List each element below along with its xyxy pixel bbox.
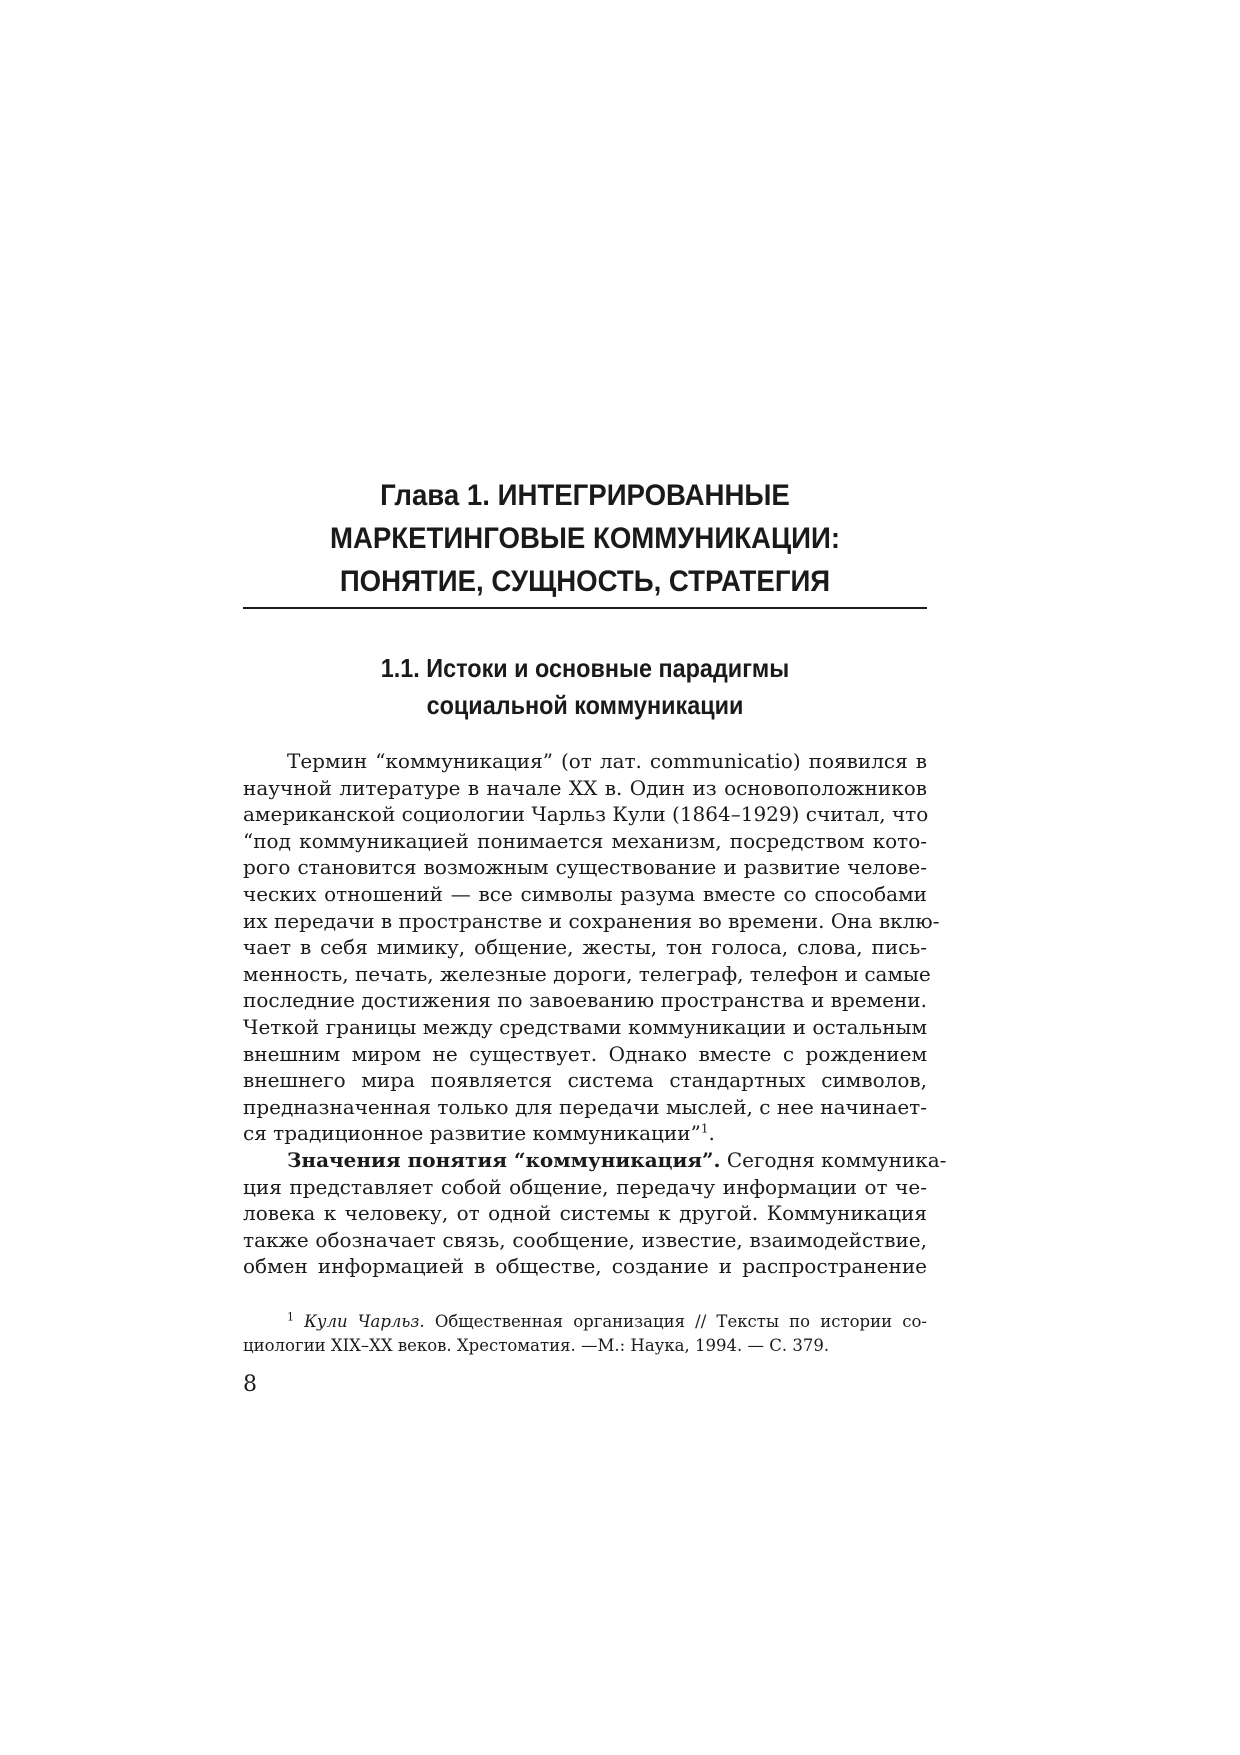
text-line: научной литературе в начале XX в. Один из основоположников <box>243 775 927 800</box>
text-line: внешнего мира появляется система стандартных символов, <box>243 1068 927 1093</box>
section-title-line: социальной коммуникации <box>426 690 744 720</box>
paragraph-1 <box>243 748 940 1147</box>
section-title <box>277 650 893 724</box>
footnote-author: Кули Чарльз. <box>304 1312 425 1331</box>
text-line: ческих отношений — все символы разума вместе со способами <box>243 881 927 906</box>
paragraph-lead-heading: Значения понятия “коммуникация”. <box>287 1147 721 1172</box>
chapter-title <box>270 474 899 603</box>
text-line: их передачи в пространстве и сохранения во времени. Она вклю- <box>243 908 940 933</box>
footnote-reference[interactable]: 1 <box>700 1121 709 1136</box>
text-line-content: Сегодня коммуника- <box>720 1147 947 1172</box>
text-line: внешним миром не существует. Однако вместе с рождением <box>243 1041 927 1066</box>
text-line: рого становится возможным существование и развитие челове- <box>243 855 927 880</box>
text-line: ция представляет собой общение, передачу информации от че- <box>243 1174 927 1199</box>
text-line <box>243 1147 947 1174</box>
chapter-divider <box>243 607 927 609</box>
footnote-line: циологии XIX–XX веков. Хрестоматия. —М.: Наука, 1994. — С. 379. <box>243 1336 830 1355</box>
text-line: ся традиционное развитие коммуникации”$^1$. <box>243 1121 715 1146</box>
chapter-title-line: Глава 1. ИНТЕГРИРОВАННЫЕ <box>380 479 790 512</box>
chapter-title-line: МАРКЕТИНГОВЫЕ КОММУНИКАЦИИ: <box>329 522 841 555</box>
chapter-title-line: ПОНЯТИЕ, СУЩНОСТЬ, СТРАТЕГИЯ <box>339 565 831 598</box>
body-text <box>243 748 947 1280</box>
text-line: “под коммуникацией понимается механизм, посредством кото- <box>243 828 927 853</box>
text-line: менность, печать, железные дороги, телеграф, телефон и самые <box>243 961 931 986</box>
section-title-line: 1.1. Истоки и основные парадигмы <box>380 653 790 683</box>
text-line: обмен информацией в обществе, создание и распространение <box>243 1254 927 1279</box>
text-line: также обозначает связь, сообщение, известие, взаимодействие, <box>243 1227 927 1252</box>
footnote-line <box>243 1310 927 1334</box>
text-line: ловека к человеку, от одной системы к другой. Коммуникация <box>243 1201 927 1226</box>
footnote-text: Общественная организация // Тексты по истории со- <box>424 1312 928 1331</box>
text-line: чает в себя мимику, общение, жесты, тон голоса, слова, пись- <box>243 935 927 960</box>
text-line: предназначенная только для передачи мыслей, с нее начинает- <box>243 1094 927 1119</box>
text-line-content: ся традиционное развитие коммуникации” <box>243 1121 701 1146</box>
text-line: Термин “коммуникация” (от лат. communicatio) появился в <box>287 749 927 773</box>
footnote-number: 1 <box>287 1310 294 1324</box>
text-line: американской социологии Чарльз Кули (1864–1929) считал, что <box>243 802 929 827</box>
page-number: 8 <box>243 1372 257 1397</box>
text-line: Четкой границы между средствами коммуникации и остальным <box>243 1014 927 1039</box>
text-line: последние достижения по завоеванию пространства и времени. <box>243 988 927 1013</box>
footnote <box>243 1310 927 1358</box>
paragraph-2 <box>243 1147 947 1280</box>
